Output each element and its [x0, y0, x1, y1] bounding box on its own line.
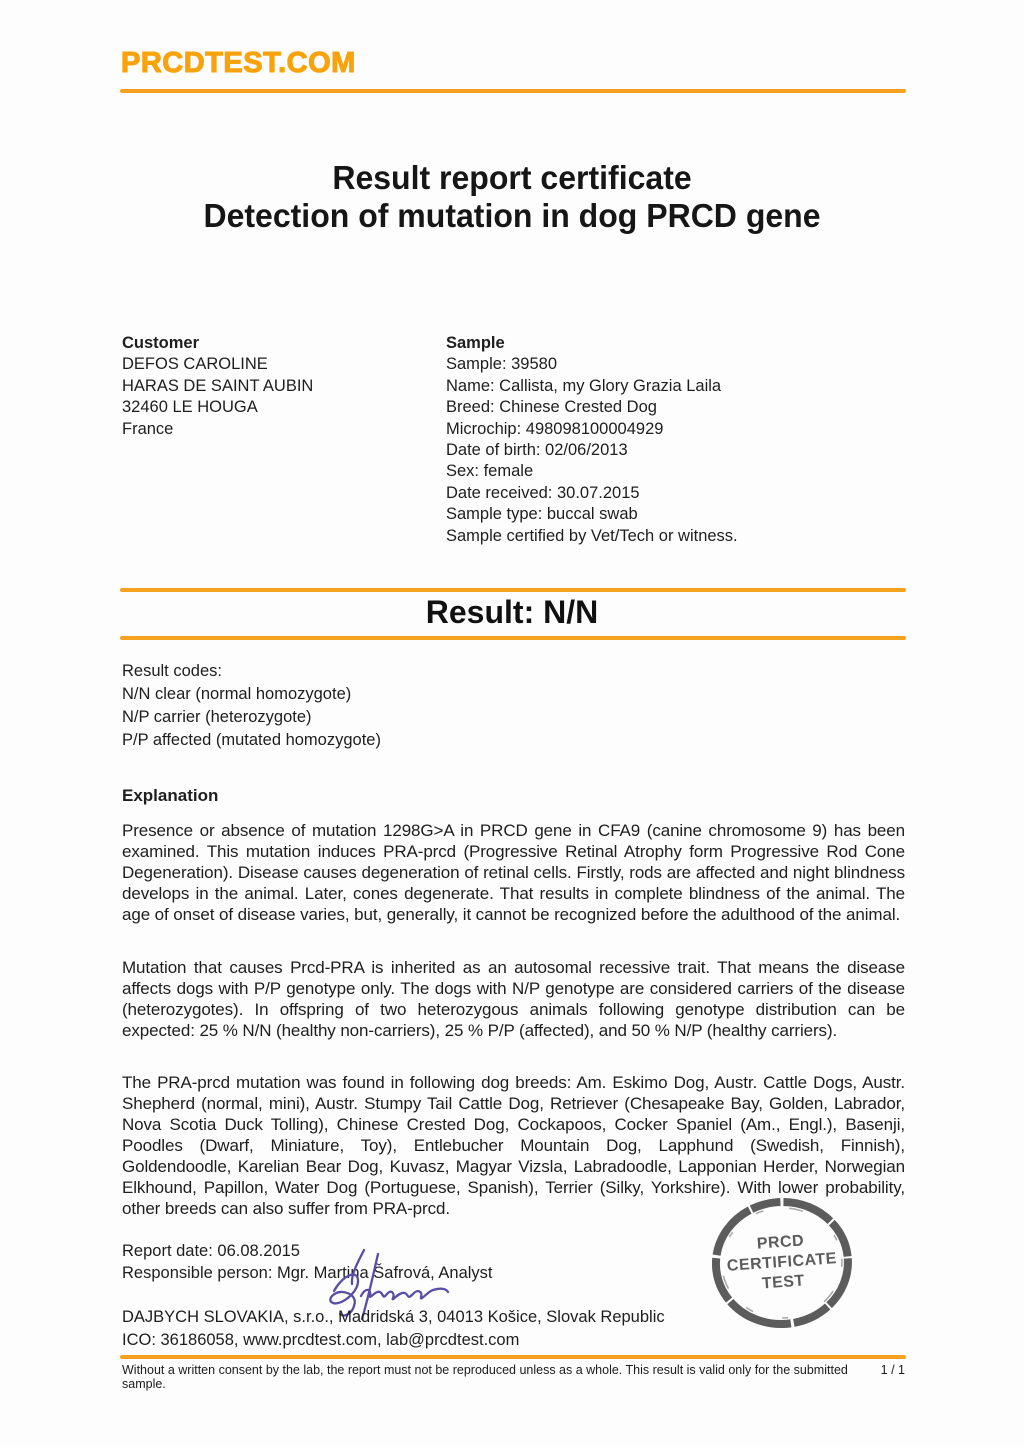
stamp-line-2: CERTIFICATE	[726, 1250, 838, 1275]
stamp-text	[704, 1228, 860, 1298]
company-contact-line: ICO: 36186058, www.prcdtest.com, lab@prcdtest.com	[122, 1331, 520, 1349]
result-code-carrier: N/P carrier (heterozygote)	[122, 708, 312, 726]
footer-disclaimer: Without a written consent by the lab, the report must not be reproduced unless as a whole. This result is valid only for the submitted sample.	[122, 1363, 848, 1391]
report-date-line: Report date: 06.08.2015	[122, 1242, 300, 1260]
footer-rule	[120, 1355, 906, 1359]
footer	[122, 1363, 905, 1391]
sample-breed-line: Breed: Chinese Crested Dog	[446, 398, 657, 417]
sample-certified-line: Sample certified by Vet/Tech or witness.	[446, 526, 738, 545]
sample-microchip-line: Microchip: 498098100004929	[446, 419, 664, 438]
customer-city-line: 32460 LE HOUGA	[122, 398, 258, 417]
result-code-clear: N/N clear (normal homozygote)	[122, 685, 352, 703]
company-block	[122, 1306, 665, 1352]
customer-section	[122, 333, 422, 440]
result-banner: Result: N/N	[425, 594, 599, 630]
explanation-paragraph-1: Presence or absence of mutation 1298G>A in PRCD gene in CFA9 (canine chromosome 9) has been examined. This mutation induces PRA-prcd (Progressive Retinal Atrophy form Progressive Rod Cone Degeneration). Disease causes degeneration of retinal cells. Firstly, rods are affected and night blindness develops in the animal. Later, cones degenerate. That results in complete blindness of the animal. The age of onset of disease varies, but, generally, it cannot be recognized before the adulthood of the animal.	[122, 821, 905, 924]
explanation-paragraph-2: Mutation that causes Prcd-PRA is inherited as an autosomal recessive trait. That means the disease affects dogs with P/P genotype only. The dogs with N/P genotype are considered carriers of the disease (heterozygotes). In offspring of two heterozygous animals following genotype distribution can be expected: 25 % N/N (healthy non-carriers), 25 % P/P (affected), and 50 % N/P (healthy carriers).	[122, 958, 905, 1040]
prcdtest-logo: PRCDTEST.COM	[121, 47, 356, 79]
customer-country-line: France	[122, 419, 174, 438]
report-title-line2: Detection of mutation in dog PRCD gene	[203, 197, 821, 234]
sample-sex-line: Sex: female	[446, 462, 534, 481]
explanation-paragraph-3: The PRA-prcd mutation was found in following dog breeds: Am. Eskimo Dog, Austr. Cattle Dogs, Austr. Shepherd (normal, mini), Austr. Stumpy Tail Cattle Dog, Retriever (Chesapeake Bay, Golden, Labrador, Nova Scotia Duck Tolling), Chinese Crested Dog, Cockapoos, Cocker Spaniel (Am., Engl.), Basenji, Poodles (Dwarf, Miniature, Toy), Entlebucher Mountain Dog, Lapphund (Swedish, Finnish), Goldendoodle, Karelian Bear Dog, Kuvasz, Magyar Vizsla, Labradoodle, Lapponian Herder, Norwegian Elkhound, Papillon, Water Dog (Portuguese, Spanish), Terrier (Silky, Yorkshire). With lower probability, other breeds can also suffer from PRA-prcd.	[122, 1073, 905, 1218]
report-title-line1: Result report certificate	[332, 159, 692, 196]
header-rule	[120, 89, 906, 93]
customer-heading: Customer	[122, 334, 200, 352]
stamp-line-3: TEST	[761, 1272, 806, 1293]
customer-address-line: HARAS DE SAINT AUBIN	[122, 376, 314, 395]
sample-birthdate-line: Date of birth: 02/06/2013	[446, 441, 628, 460]
sample-section	[446, 333, 916, 547]
result-code-affected: P/P affected (mutated homozygote)	[122, 731, 381, 749]
responsible-person-line: Responsible person: Mgr. Martina Šafrová, Analyst	[122, 1264, 493, 1282]
stamp-line-1: PRCD	[756, 1232, 805, 1253]
sample-received-line: Date received: 30.07.2015	[446, 483, 640, 502]
report-title	[15, 159, 1008, 235]
sample-type-line: Sample type: buccal swab	[446, 505, 638, 524]
result-codes-heading: Result codes:	[122, 662, 222, 680]
result-rule-bottom	[120, 636, 906, 640]
customer-name-line: DEFOS CAROLINE	[122, 355, 268, 374]
page-number: 1 / 1	[880, 1363, 905, 1377]
certificate-stamp	[701, 1189, 862, 1339]
sample-name-line: Name: Callista, my Glory Grazia Laila	[446, 376, 722, 395]
company-address-line: DAJBYCH SLOVAKIA, s.r.o., Madridská 3, 04013 Košice, Slovak Republic	[122, 1308, 665, 1326]
sample-id-line: Sample: 39580	[446, 355, 557, 374]
result-rule-top	[120, 588, 906, 592]
explanation-heading: Explanation	[122, 786, 219, 805]
sample-heading: Sample	[446, 334, 505, 352]
result-codes-section	[122, 660, 381, 752]
